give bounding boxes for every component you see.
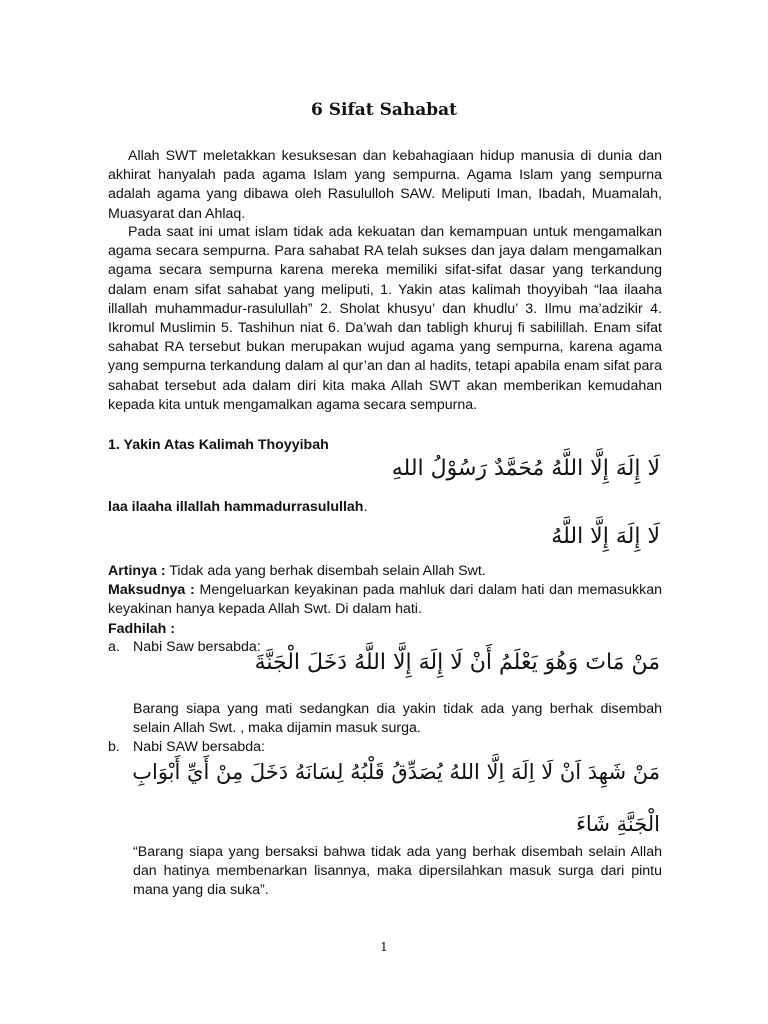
maksud-text: Mengeluarkan keyakinan pada mahluk dari dalam hati dan memasukkan keyakinan hanya kepada Allah Swt. Di dalam hati. xyxy=(108,582,662,618)
arabic-hadith-b-line1: مَنْ شَهِدَ اَنْ لَا اِلَهَ اِلَّا اللهُ يُصَدِّقُ قَلْبُهُ لِسَانَهُ دَخَلَ مِنْ أَيِّ أَبْوَابِ xyxy=(132,760,660,784)
list-item-b xyxy=(108,739,265,755)
transliteration-period: . xyxy=(363,499,368,515)
artinya-line xyxy=(108,562,662,581)
section-heading: 1. Yakin Atas Kalimah Thoyyibah xyxy=(108,437,329,453)
arabic-hadith-b-line2: الْجَنَّةِ شَاءَ xyxy=(576,812,660,836)
list-item-a xyxy=(108,639,261,655)
arabic-hadith-a: مَنْ مَاتَ وَهُوَ يَعْلَمُ أَنْ لَا إِلَهَ إِلَّا اللَّهُ دَخَلَ الْجَنَّةَ xyxy=(254,650,660,675)
maksud-label: Maksudnya : xyxy=(108,582,195,598)
intro-paragraph: Allah SWT meletakkan kesuksesan dan kebahagiaan hidup manusia di dunia dan akhirat hanyalah pada agama Islam yang sempurna. Agama Islam yang sempurna adalah agama yang dibawa oleh Rasululloh SAW. Meliputi Iman, Ibadah, Muamalah, Muasyarat dan Ahlaq. xyxy=(108,148,662,222)
list-marker-a: a. xyxy=(108,639,120,655)
hadith-a-translation: Barang siapa yang mati sedangkan dia yakin tidak ada yang berhak disembah selain Allah Swt. , maka dijamin masuk surga. xyxy=(133,701,662,737)
artinya-text: Tidak ada yang berhak disembah selain Allah Swt. xyxy=(165,563,486,579)
hadith-b-translation: “Barang siapa yang bersaksi bahwa tidak ada yang berhak disembah selain Allah dan hatinya membenarkan lisannya, maka dipersilahkan masuk surga dari pintu mana yang dia suka”. xyxy=(133,844,662,899)
arabic-kalimah-full: لَا إِلَهَ إِلَّا اللَّهُ مُحَمَّدٌ رَسُوْلُ اللهِ xyxy=(391,456,660,481)
transliteration-line xyxy=(108,499,367,515)
artinya-label: Artinya : xyxy=(108,563,166,579)
page-number: 1 xyxy=(380,940,388,954)
second-paragraph: Pada saat ini umat islam tidak ada kekuatan dan kemampuan untuk mengamalkan agama secara sempurna. Para sahabat RA telah sukses dan jaya dalam mengamalkan agama secara sempurna karena mereka memiliki sifat-sifat dasar yang terkandung dalam enam sifat sahabat yang meliputi, 1. Yakin atas kalimah thoyyibah “laa ilaaha illallah muhammadur-rasulullah” 2. Sholat khusyu’ dan khudlu’ 3. Ilmu ma’adzikir 4. Ikromul Muslimin 5. Tashihun niat 6. Da’wah dan tabligh khuruj fi sabilillah. Enam sifat sahabat RA tersebut bukan merupakan wujud agama yang sempurna, karena agama yang sempurna terkandung dalam al qur’an dan al hadits, tetapi apabila enam sifat para sahabat tersebut ada dalam diri kita maka Allah SWT akan memberikan kemudahan kepada kita untuk mengamalkan agama secara sempurna. xyxy=(108,224,662,413)
list-item-a-text: Nabi Saw bersabda: xyxy=(133,639,261,655)
list-marker-b: b. xyxy=(108,739,120,755)
fadhilah-heading: Fadhilah : xyxy=(108,621,175,637)
page-title: 6 Sifat Sahabat xyxy=(310,100,457,120)
list-item-b-text: Nabi SAW bersabda: xyxy=(133,739,265,755)
maksud-paragraph xyxy=(108,581,662,619)
arabic-kalimah-short: لَا إِلَهَ إِلَّا اللَّهُ xyxy=(551,524,660,549)
transliteration-text: laa ilaaha illallah hammadurrasulullah xyxy=(108,499,364,515)
